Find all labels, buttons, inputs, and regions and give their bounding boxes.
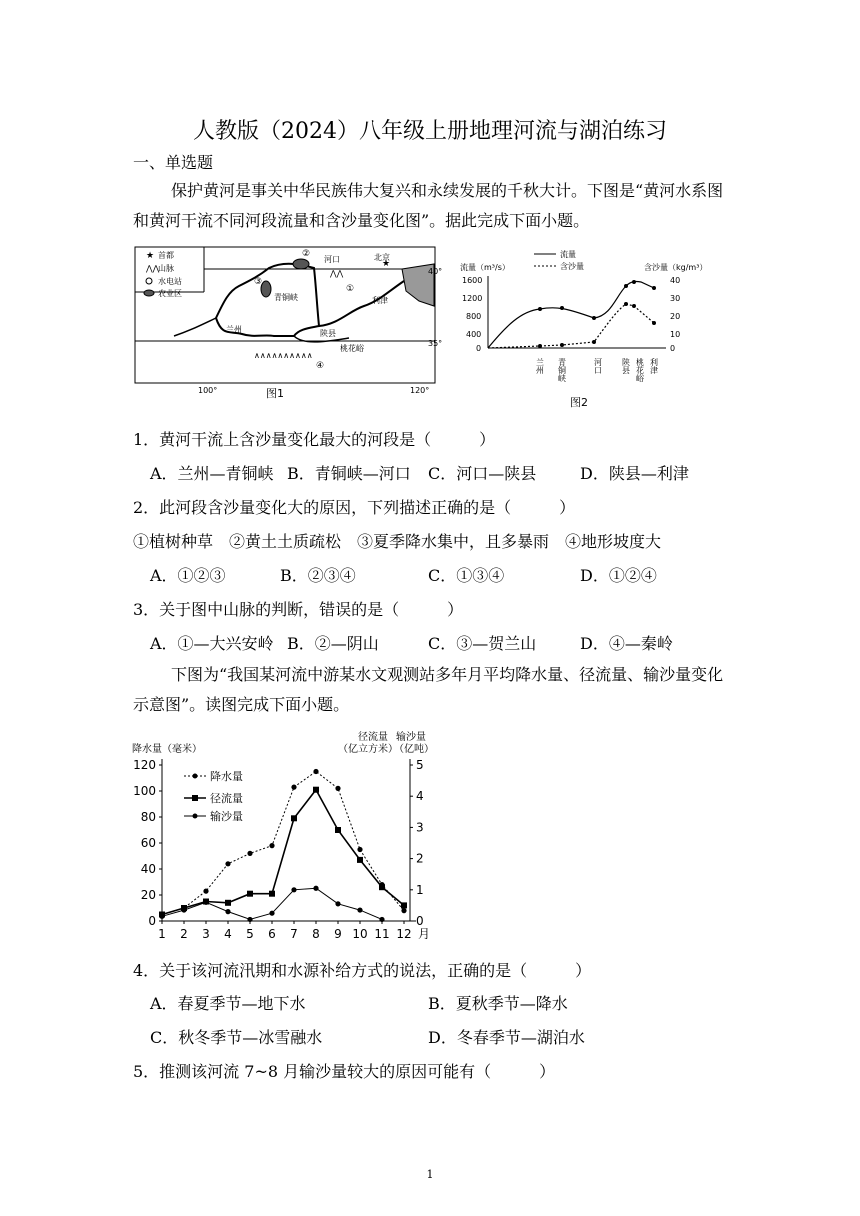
- x-tick-label: 7: [290, 927, 298, 941]
- place-lijin: 利津: [372, 296, 388, 305]
- q2-option-b[interactable]: B．②③④: [280, 566, 356, 585]
- runoff-point: [269, 891, 275, 897]
- place-beijing: 北京: [374, 253, 390, 262]
- intro-paragraph-2: 下图为“我国某河流中游某水文观测站多年月平均降水量、径流量、输沙量变化示意图”。读图完成下面小题。: [133, 665, 724, 714]
- sediment-point: [247, 917, 252, 922]
- q4-option-b[interactable]: B．夏秋季节—降水: [428, 994, 568, 1013]
- sediment-point: [379, 917, 384, 922]
- x-unit-label: 月: [418, 927, 431, 941]
- flow-sediment-chart: [456, 246, 716, 412]
- fig2-flow-series: [488, 281, 654, 348]
- fig2-station-label: 兰州: [535, 358, 545, 374]
- figure-1-caption: 图1: [266, 387, 284, 400]
- legend-precip-marker: [193, 774, 198, 779]
- legend-capital-icon: ★: [146, 251, 155, 261]
- sediment-point: [335, 901, 340, 906]
- legend-sediment-marker: [193, 814, 198, 819]
- fig2-y1-tick: 400: [466, 330, 482, 339]
- precip-point: [313, 769, 318, 774]
- y-right-unit-1: （亿立方米）: [338, 744, 398, 755]
- runoff-point: [225, 900, 231, 906]
- place-lanzhou: 兰州: [226, 325, 242, 334]
- precip-point: [291, 785, 296, 790]
- sediment-point: [159, 914, 164, 919]
- mountain-4-marker: ④: [316, 361, 325, 371]
- legend-agri-icon: [144, 290, 154, 296]
- fig2-y2-tick: 30: [670, 294, 681, 303]
- mountain-2-marker: ②: [302, 249, 311, 259]
- q1-option-d[interactable]: D．陕县—利津: [580, 464, 689, 483]
- question-5: 5．推测该河流 7~8 月输沙量较大的原因可能有（ ）: [133, 1062, 556, 1081]
- precip-series-line: [162, 772, 404, 915]
- place-hekou: 河口: [324, 255, 340, 264]
- place-shanxian: 陕县: [320, 329, 336, 338]
- q4-option-c[interactable]: C．秋冬季节—冰雪融水: [150, 1028, 323, 1047]
- sediment-point: [203, 900, 208, 905]
- precip-point: [247, 851, 252, 856]
- q1-option-b[interactable]: B．青铜峡—河口: [287, 464, 411, 483]
- q3-option-b[interactable]: B．②—阴山: [287, 634, 379, 653]
- fig2-y2-tick: 0: [670, 344, 676, 353]
- mountain-range-symbols: ∧∧∧∧∧∧∧∧∧∧: [254, 351, 313, 360]
- legend-runoff-label: 径流量: [210, 792, 243, 805]
- place-taohuayu: 桃花峪: [340, 344, 364, 353]
- fig2-y1-tick: 1200: [462, 294, 483, 303]
- y-left-tick-label: 80: [140, 810, 156, 824]
- legend-flow-label: 流量: [560, 250, 576, 259]
- fig2-y1-label: 流量（m³/s）: [460, 263, 510, 272]
- y-right-tick-label: 2: [416, 851, 424, 866]
- runoff-point: [247, 891, 253, 897]
- sediment-point: [225, 909, 230, 914]
- precip-point: [203, 889, 208, 894]
- x-tick-label: 6: [268, 927, 276, 941]
- fig2-station-label: 青铜峡: [557, 358, 567, 382]
- y-right-label-1: 径流量: [358, 732, 388, 743]
- lat-35: 35°: [428, 339, 443, 348]
- beijing-capital-icon: ★: [382, 259, 391, 269]
- q2-option-c[interactable]: C．①③④: [428, 566, 505, 585]
- legend-capital-label: 首都: [158, 251, 174, 260]
- fig2-points: [538, 280, 656, 348]
- y-right-tick-label: 3: [416, 820, 424, 835]
- x-tick-label: 3: [202, 927, 210, 941]
- question-2: 2．此河段含沙量变化大的原因，下列描述正确的是（ ）: [133, 498, 576, 517]
- y-left-label: 降水量（毫米）: [132, 744, 202, 755]
- q4-option-d[interactable]: D．冬春季节—湖泊水: [428, 1028, 585, 1047]
- runoff-point: [379, 884, 385, 890]
- y-left-tick-label: 0: [148, 914, 156, 928]
- question-4: 4．关于该河流汛期和水源补给方式的说法，正确的是（ ）: [133, 961, 592, 980]
- fig2-station-label: 河口: [593, 358, 603, 374]
- mountain-range-symbols-2: ⋀⋀: [330, 269, 344, 278]
- q3-option-a[interactable]: A．①—大兴安岭: [150, 634, 274, 653]
- x-tick-label: 2: [180, 927, 188, 941]
- section-heading: 一、单选题: [133, 153, 214, 172]
- runoff-point: [401, 902, 407, 908]
- q2-option-d[interactable]: D．①②④: [580, 566, 657, 585]
- precip-point: [335, 786, 340, 791]
- figure-2-caption: 图2: [570, 396, 588, 409]
- place-qingtongxia: 青铜峡: [274, 293, 298, 302]
- hydrology-chart: [128, 728, 440, 948]
- intro-paragraph-1: 保护黄河是事关中华民族伟大复兴和永续发展的千秋大计。下图是“黄河水系图和黄河干流不同河段流量和含沙量变化图”。据此完成下面小题。: [133, 181, 724, 230]
- fig2-station-label: 陕县: [621, 358, 631, 374]
- q2-statements: ①植树种草 ②黄土土质疏松 ③夏季降水集中，且多暴雨 ④地形坡度大: [133, 532, 662, 551]
- sediment-point: [269, 911, 274, 916]
- q1-option-a[interactable]: A．兰州—青铜峡: [150, 464, 274, 483]
- fig2-y2-tick: 40: [670, 276, 681, 285]
- sediment-point: [291, 887, 296, 892]
- fig2-station-label: 利津: [649, 358, 659, 374]
- lat-40: 40°: [428, 267, 443, 276]
- legend-hydropower-icon: [146, 278, 152, 284]
- legend-runoff-marker: [192, 795, 198, 801]
- fig2-y2-tick: 20: [670, 312, 681, 321]
- precip-point: [269, 843, 274, 848]
- x-tick-label: 5: [246, 927, 254, 941]
- x-tick-label: 8: [312, 927, 320, 941]
- runoff-series-line: [162, 790, 404, 915]
- sediment-point: [181, 907, 186, 912]
- question-3: 3．关于图中山脉的判断，错误的是（ ）: [133, 600, 464, 619]
- sediment-point: [313, 886, 318, 891]
- y-right-label-2: 输沙量: [396, 732, 426, 743]
- y-right-unit-2: （亿吨）: [394, 744, 434, 755]
- page-title: 人教版（2024）八年级上册地理河流与湖泊练习: [193, 119, 667, 144]
- fig2-y1-tick: 0: [476, 344, 482, 353]
- fig2-y2-label: 含沙量（kg/m³）: [644, 263, 708, 272]
- precip-point: [401, 908, 406, 913]
- lon-120: 120°: [410, 386, 430, 395]
- fig2-y2-tick: 10: [670, 330, 681, 339]
- y-left-tick-label: 20: [140, 888, 156, 902]
- y-right-tick-label: 0: [416, 914, 424, 928]
- precip-point: [357, 847, 362, 852]
- fig2-station-label: 桃花峪: [635, 358, 645, 382]
- x-tick-label: 12: [396, 927, 412, 941]
- legend-mountain-icon: ⋀⋀: [146, 264, 160, 273]
- mountain-3-marker: ③: [254, 277, 263, 287]
- q1-option-c[interactable]: C．河口—陕县: [428, 464, 537, 483]
- runoff-point: [357, 857, 363, 863]
- mountain-1-marker: ①: [346, 284, 355, 294]
- x-tick-label: 1: [158, 927, 166, 941]
- legend-agri-label: 农业区: [158, 289, 182, 298]
- legend-precip-label: 降水量: [210, 770, 243, 783]
- q4-option-a[interactable]: A．春夏季节—地下水: [150, 994, 306, 1013]
- x-tick-label: 9: [334, 927, 342, 941]
- legend-hydropower-label: 水电站: [158, 277, 182, 286]
- y-left-tick-label: 100: [133, 784, 156, 798]
- q3-option-d[interactable]: D．④—秦岭: [580, 634, 673, 653]
- q2-option-a[interactable]: A．①②③: [150, 566, 226, 585]
- runoff-point: [335, 827, 341, 833]
- runoff-point: [291, 815, 297, 821]
- question-1: 1．黄河干流上含沙量变化最大的河段是（ ）: [133, 430, 496, 449]
- runoff-point: [313, 787, 319, 793]
- precip-point: [225, 861, 230, 866]
- sediment-point: [357, 907, 362, 912]
- x-tick-label: 10: [352, 927, 368, 941]
- fig2-y1-tick: 800: [466, 312, 482, 321]
- x-tick-label: 4: [224, 927, 232, 941]
- q3-option-c[interactable]: C．③—贺兰山: [428, 634, 537, 653]
- legend-mountain-label: 山脉: [158, 264, 174, 273]
- page-number: 1: [426, 1168, 434, 1181]
- y-right-tick-label: 1: [416, 882, 424, 897]
- yellow-river-map: [134, 246, 450, 406]
- legend-sediment-label: 含沙量: [560, 262, 584, 271]
- y-left-tick-label: 40: [140, 862, 156, 876]
- x-tick-label: 11: [374, 927, 390, 941]
- fig2-y1-tick: 1600: [462, 276, 483, 285]
- y-left-tick-label: 120: [133, 758, 156, 772]
- legend-sediment-label: 输沙量: [210, 810, 243, 823]
- y-right-tick-label: 4: [416, 789, 424, 804]
- y-right-tick-label: 5: [416, 758, 424, 772]
- y-left-tick-label: 60: [140, 836, 156, 850]
- lon-100: 100°: [198, 386, 218, 395]
